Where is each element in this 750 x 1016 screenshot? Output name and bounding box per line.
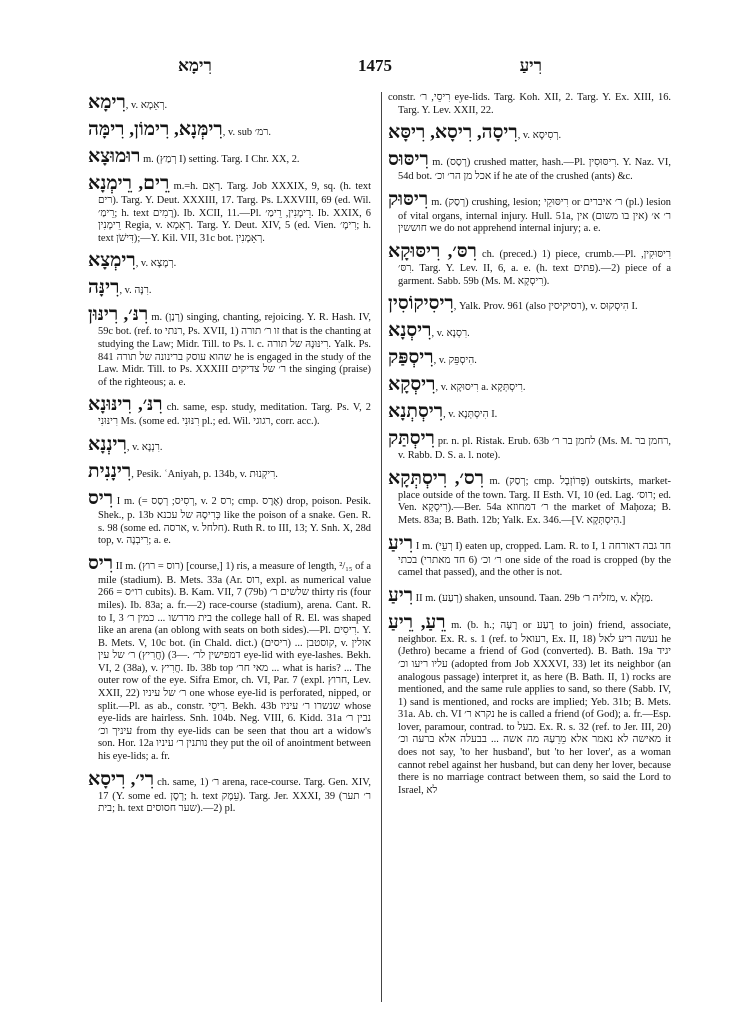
dictionary-entry	[88, 304, 371, 389]
dictionary-entry	[88, 92, 371, 114]
entry-definition: m. (רְמַץ I) setting. Targ. I Chr. XX, 2.	[140, 154, 300, 165]
dictionary-entry	[388, 401, 671, 423]
entry-headword: רִיסִיקוֹסִין	[388, 293, 454, 315]
dictionary-entry	[388, 428, 671, 463]
dictionary-entry	[388, 374, 671, 396]
entry-definition: II m. (רוס = רוץ) [course,] 1) ris, a measure of length, ²/₁₅ of a mile (stadium). B. Mets. 33a (Ar. רוס, expl. as numerical value רו״ס = 266 cubits). B. Kam. VII, 7 (79b) שלשים ר׳ thirty ris (four miles). Ib. 83a; a. fr.—2) race-course (stadium), arena. Cant. R. to I, 3 בית מדרשו ... כמין ר׳ the college hall of R. El. was shaped like an arena (an oblong with seats on both sides).—Pl. רִיסִים. Y. B. Mets. V, 10c bot. (in Chald. dict.) (ריסים) ... קוסטבן, v. אזלין דמפישין לר׳ .—3) (חֲרִיץ) ר׳ של עין eye-lid with eye-lashes. Bekh. VI, 2 (38a), v. חֲרִיץ. Ib. 38b top מאי חר׳ ... what is haris? ... The outer row of the eye. Sifra Emor, ch. VI, Par. 7 (expl. חרוץ, Lev. XXII, 22) ר׳ של עיניו one whose eye-lid is perforated, nipped, or split.—Pl. as ab., constr. רִיסֵי. Bekh. 43b שנשרו ר׳ עיניו whose eye-lids are hairless. Snh. 104b. Neg. VIII, 6. Kidd. 31a נבין ר׳ עיניך וכ׳ from thy eye-lids can be seen that thou art a widow's son. Hor. 12a נותנין ר׳ עיניו they put the oil of anointment between his eye-lids; a. fr.	[98, 560, 371, 763]
entry-headword: רִינָּה	[88, 277, 120, 299]
dictionary-entry	[388, 92, 671, 117]
entry-definition: m. (רְנַן) singing, chanting, rejoicing. Y. R. Hash. IV, 59c bot. (ref. to רנתי, Ps. XVII, 1) זו ר׳ תורה that is the chanting at studying the Law; Midr. Till. to Ps. l. c. רִינּוּנָהּ של תורה. Yalk. Ps. 841 שהוא עוסק ברינונה של תורה he is engaged in the study of the Law. Midr. Till. to Ps. XXXIII ר׳ של צדיקים the singing (praise) of the righteous; a. e.	[98, 312, 371, 388]
entry-definition: , v. הִיסְתְּנָא I.	[443, 409, 498, 421]
entry-headword: רִימְּנָא, רִימוֹן, רִימָּה	[88, 119, 223, 140]
entry-definition: I m. (= רְסִיס; רְסַס, v. רס 2; cmp. אֶרֶס) drop, poison. Pesik. Shek., p. 13b כְּרִיסָהּ של עכנא like the poison of a snake. Gen. R. s. 98 (some ed. ארסה, v. חלחל). Ruth R. to III, 13; Y. Snh. X, 28d top, v. רִיבְנָה; a. e.	[98, 495, 371, 547]
entry-headword: רִימְצָא	[88, 250, 136, 272]
entry-definition: , v. רְמָצָא.	[135, 258, 177, 270]
entry-definition: , v. רְסִיסָא.	[517, 130, 562, 142]
entry-headword: רִיסְפַּק	[388, 347, 434, 369]
entry-headword: רִנּ׳, רִינּוּן	[88, 304, 149, 326]
entry-definition: , v. sub רמ׳.	[222, 127, 271, 138]
dictionary-entry	[388, 241, 671, 288]
entry-headword: רִיסְתַּק	[388, 428, 435, 450]
entry-headword: רִיס	[88, 552, 114, 574]
dictionary-entry	[388, 347, 671, 369]
dictionary-entry	[388, 293, 671, 315]
entry-headword: רֵים, רֵימְנָא	[88, 173, 170, 194]
entry-definition: , v. רִנָּה.	[119, 285, 152, 297]
entry-headword: רִינָנִית	[88, 460, 132, 482]
entry-headword: רֵעַ, רֵיעַ	[388, 611, 446, 633]
dictionary-entry	[388, 612, 671, 798]
entry-definition: , Yalk. Prov. 961 (also רסיקיסין), v. הִיסְקוּס I.	[453, 301, 638, 313]
entry-definition: constr. רִיסֵי, ר׳ eye-lids. Targ. Koh. XII, 2. Targ. Y. Ex. XIII, 16. Targ. Y. Lev. XXII, 22.	[388, 92, 671, 116]
dictionary-entry	[388, 122, 671, 144]
entry-definition: ch. (preced.) 1) piece, crumb.—Pl. רִיסּוּקִין, רִסּ׳. Targ. Y. Lev. II, 6, a. e. (h. text פתים).—2) piece of a garment. Sabb. 59b (Ms. M. רִיסְקָא).	[398, 248, 671, 287]
entry-definition: , v. רְאֵמָא.	[125, 100, 168, 111]
column-divider	[381, 92, 382, 1002]
entry-definition: m. (רְסַס) crushed matter, hash.—Pl. רִיסּוּסִין. Y. Naz. VI, 54d bot. אכל מן הר׳ וכ׳ if he ate of the crushed (ants) &c.	[398, 157, 671, 183]
entry-definition: II m. (רְעַע) shaken, unsound. Taan. 29b מזליה ר׳, v. מַזָּלָא.	[413, 592, 653, 604]
entry-definition: ch. same, esp. study, meditation. Targ. Ps. V, 2 רִינּוּנִי Ms. (some ed. רִנּוּנִי pl.; ed. Wil. רגוגי, corr. acc.).	[98, 402, 371, 428]
entry-headword: רִיסָה, רִיסָא, רִיסָּא	[388, 122, 518, 144]
entry-headword: רִיסְנָא	[388, 320, 432, 342]
dictionary-entry	[388, 468, 671, 528]
entry-headword: רִיסּוּק	[388, 188, 429, 210]
entry-definition: pr. n. pl. Ristak. Erub. 63b לחמן בר ר׳ (Ms. M. רחמן בר, v. Rabb. D. S. a. l. note).	[398, 436, 671, 462]
dictionary-entry	[388, 320, 671, 342]
entry-definition: , v. רִיסוּקָא a. רִיסְתְּקָא.	[435, 382, 526, 394]
dictionary-entry	[388, 149, 671, 184]
entry-definition: m. (רְסַק; cmp. פְּרוֹזְבָל) outskirts, market-place outside of the town. Targ. II Esth. VI, 10 (ed. Lag. רוס׳; ed. Ven. רִיסְקָא).—Ber. 54a ר׳ דמחוזא the market of Maḥoza; B. Mets. 83a; B. Bath. 12b; Yalk. Ex. 346.—[V. הִיסְתְּקָא.]	[398, 475, 671, 526]
dictionary-entry	[88, 119, 371, 141]
running-header	[88, 56, 662, 80]
entry-definition: , Pesik. ʿAniyah, p. 134b, v. רִיקְנוּת.	[131, 468, 278, 480]
dictionary-entry	[88, 394, 371, 429]
entry-definition: , v. רִנְנָא.	[126, 441, 163, 453]
entry-definition: m.=h. רְאֵם. Targ. Job XXXIX, 9, sq. (h. text רים). Targ. Y. Deut. XXXIII, 17. Targ. Ps. LXXVIII, 69 (ed. Wil. רֵימַ׳; h. text רָמִים). Ib. XCII, 11.—Pl. רֵימָנִין, רֵימַ׳. Ib. XXIX, 6 רֵימָנִין Regia, v. רְאֵמָא. Targ. Y. Deut. XIV, 5 (ed. Vien. רִימָ׳; h. text דִּישֹׁן);—Y. Kil. VII, 31c bot. רְאֵמָנִין.	[98, 181, 371, 244]
dictionary-entry	[88, 488, 371, 548]
dictionary-entry	[88, 277, 371, 299]
dictionary-entry	[388, 585, 671, 607]
dictionary-entry	[88, 553, 371, 764]
entry-headword: רִיעַ	[388, 584, 414, 606]
dictionary-entry	[88, 250, 371, 272]
header-right-catchword: רִיעַ	[519, 56, 542, 75]
entry-headword: רִיסּוּס	[388, 149, 429, 171]
entry-headword: רִנּ׳, רִינּוּנָא	[88, 394, 163, 416]
entry-definition: I m. (רְעֵי I) eaten up, cropped. Lam. R. to I, 1 חד גבה דאורחה ר׳ וכ׳ (6 חד מאתרי) בכתי one side of the road is cropped (by the camel that passed), and the other is not.	[398, 540, 671, 579]
entry-headword: רִימָא	[88, 92, 126, 113]
dictionary-entry	[388, 533, 671, 580]
entry-headword: רִסּ׳, רִיסּוּקָא	[388, 240, 477, 262]
right-column	[388, 92, 671, 1004]
left-column	[88, 92, 371, 1004]
entry-headword: רִינְנָא	[88, 433, 127, 455]
dictionary-entry	[388, 189, 671, 236]
entry-headword: רִיעַ	[388, 532, 414, 554]
dictionary-entry	[88, 146, 371, 168]
entry-headword: רִס׳, רִיסְתְּקָא	[388, 467, 484, 489]
entry-headword: רִיס	[88, 487, 114, 509]
dictionary-entry	[88, 461, 371, 483]
entry-definition: , v. רִסְנָא.	[431, 328, 470, 340]
entry-headword: רִיסְקָא	[388, 374, 436, 396]
entry-headword: רִי׳, רִיסָא	[88, 768, 155, 790]
header-left-catchword: רִימָא	[178, 56, 212, 75]
dictionary-entry	[88, 434, 371, 456]
entry-definition: m. (b. h.; רָעָה or רָעַע to join) friend, associate, neighbor. Ex. R. s. 1 (ref. to רעואל, Ex. II, 18) נעשה ריע לאל he (Jethro) became a friend of God (converted). B. Bath. 19a יגיד עליו ריעו וכ׳ (adopted from Job XXXVI, 33) let its neighbor (an analogous passage) interpret it, as here (B. Bath. II, 1) rocks are mentioned, and the same rule applies to sand, so there (Sabb. IV, 1) sand is mentioned, and rocks are implied; Yeb. 31b; B. Mets. 31a. Ab. ch. VI נקרא ר׳ he is called a friend (of God); a. fr.—Esp. lover, paramour, contrad. to בעל. Ex. R. s. 32 (ref. to Jer. III, 20) מאישה לא נאמר אלא מֵרֵעַהּ מה אשה ... בבעלה אלא ברעה וכ׳ it does not say, 'to her husband', but 'to her lover', as a woman cannot rebel against her husband, but can deny her lover, because there is no marriage contract between them, so said the Lord to Israel, לא	[398, 619, 671, 796]
entry-headword: רוּמוּצָא	[88, 146, 141, 167]
entry-definition: ch. same, 1) ר׳ arena, race-course. Targ. Gen. XIV, 17 (Y. some ed. רְסָן; h. text עֵמֶק). Targ. Jer. XXXI, 39 (ר׳ תער בית; h. text שער חסוסים).—2) pl.	[98, 776, 371, 815]
page-number: 1475	[358, 56, 392, 75]
entry-definition: , v. הִיסְפֵּק.	[433, 355, 477, 367]
dictionary-entry	[88, 769, 371, 816]
entry-headword: רִיסְתְנָא	[388, 401, 444, 423]
entry-definition: m. (רְסַק) crushing, lesion; רִיסּוּקֵי or ר׳ איברים (pl.) lesion of vital organs, internal injury. Hull. 51a, ר׳ א׳ (אין בו משום) אין חוששין we do not apprehend internal injury; a. e.	[398, 196, 671, 235]
dictionary-entry	[88, 173, 371, 245]
